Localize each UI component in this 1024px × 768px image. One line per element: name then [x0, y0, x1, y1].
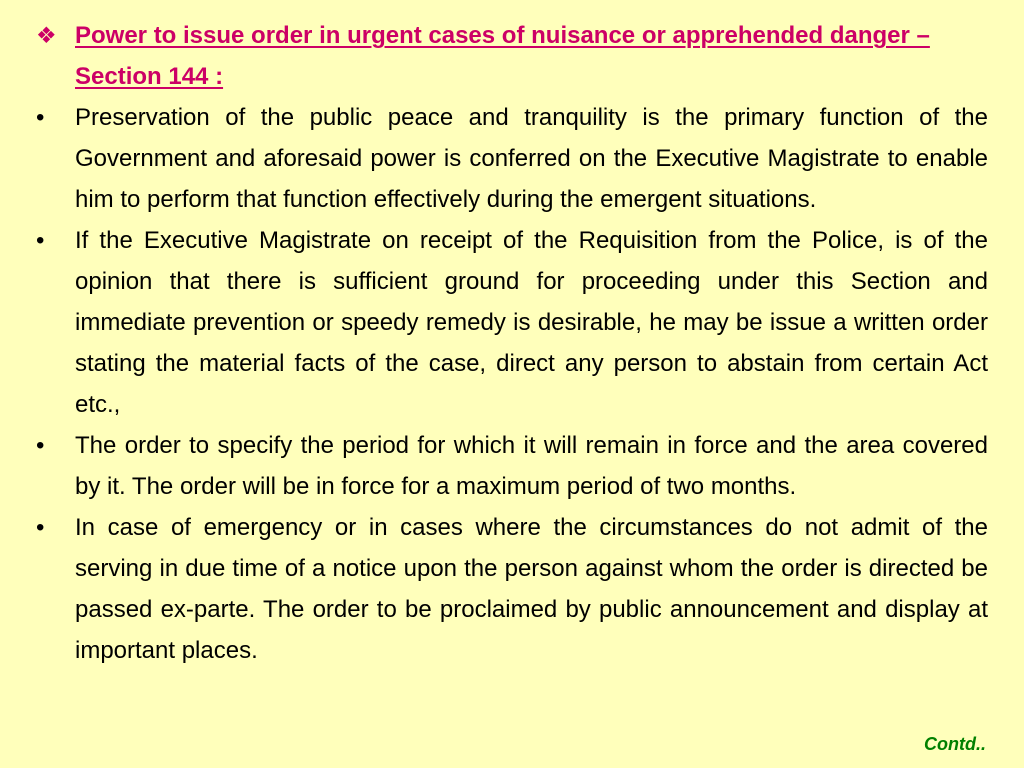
bullet-text: Preservation of the public peace and tranquility is the primary function of the Government and aforesaid power is conferred on the Executive Magistrate to enable him to perform that function effectively during the emergent situations.	[75, 104, 988, 213]
bullet-dot-icon: •	[36, 514, 45, 541]
slide-heading	[36, 15, 966, 97]
bullet-text: The order to specify the period for which it will remain in force and the area covered by it. The order will be in force for a maximum period of two months.	[75, 432, 988, 500]
bullet-list	[36, 97, 988, 671]
diamond-bullet-icon: ❖	[36, 22, 57, 48]
bullet-item	[36, 425, 988, 507]
bullet-item	[36, 507, 988, 671]
bullet-text: In case of emergency or in cases where the circumstances do not admit of the serving in due time of a notice upon the person against whom the order is directed be passed ex-parte. The order to be proclaimed by public announcement and display at important places.	[75, 514, 988, 664]
bullet-text: If the Executive Magistrate on receipt of the Requisition from the Police, is of the opinion that there is sufficient ground for proceeding under this Section and immediate prevention or speedy remedy is desirable, he may be issue a written order stating the material facts of the case, direct any person to abstain from certain Act etc.,	[75, 227, 988, 418]
bullet-item	[36, 220, 988, 425]
bullet-item	[36, 97, 988, 220]
bullet-dot-icon: •	[36, 432, 45, 459]
contd-label: Contd..	[924, 734, 986, 754]
heading-text: Power to issue order in urgent cases of nuisance or apprehended danger – Section 144 :	[75, 22, 930, 90]
bullet-dot-icon: •	[36, 227, 45, 254]
bullet-dot-icon: •	[36, 104, 45, 131]
